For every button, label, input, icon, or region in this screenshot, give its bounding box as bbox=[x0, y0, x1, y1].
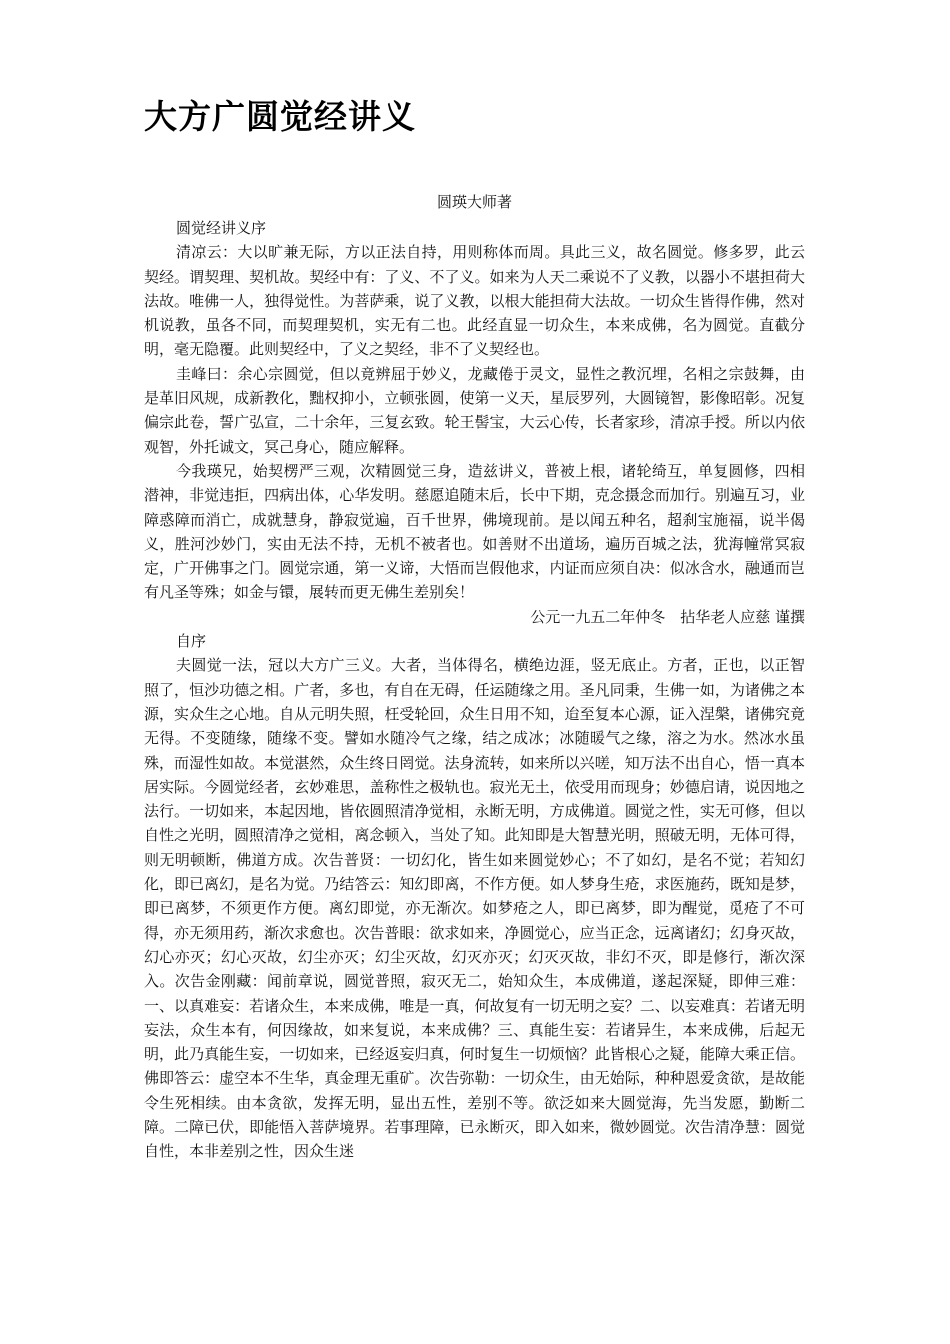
self-preface-paragraph: 夫圆觉一法，冠以大方广三义。大者，当体得名，横绝边涯，竖无底止。方者，正也，以正智照了，恒沙功德之相。广者，多也，有自在无碍，任运随缘之用。圣凡同秉，生佛一如，为诸佛之本源，实众生之心地。自从元明失照，枉受轮回，众生日用不知，迨至复本心源，证入涅槃，诸佛究竟无得。不变随缘，随缘不变。譬如水随冷气之缘，结之成冰；冰随暖气之缘，溶之为水。然冰水虽殊，而湿性如故。本觉湛然，众生终日罔觉。法身流转，如来所以兴嗟，知万法不出自心，悟一真本居实际。今圆觉经者，玄妙难思，盖称性之极轨也。寂光无土，依受用而现身；妙德启请，说因地之法行。一切如来，本起因地，皆依圆照清净觉相，永断无明，方成佛道。圆觉之性，实无可修，但以自性之光明，圆照清净之觉相，离念顿入，当处了知。此知即是大智慧光明，照破无明，无体可得，则无明顿断，佛道方成。次告普贤：一切幻化，皆生如来圆觉妙心；不了如幻，是名不觉；若知幻化，即已离幻，是名为觉。乃结答云：知幻即离，不作方便。如人梦身生疮，求医施药，既知是梦，即已离梦，不须更作方便。离幻即觉，亦无渐次。如梦疮之人，即已离梦，即为醒觉，觅疮了不可得，亦无须用药，渐次求愈也。次告普眼：欲求如来，净圆觉心，应当正念，远离诸幻；幻身灭故，幻心亦灭；幻心灭故，幻尘亦灭；幻尘灭故，幻灭亦灭；幻灭灭故，非幻不灭，即是修行，渐次深入。次告金刚藏：闻前章说，圆觉普照，寂灭无二，始知众生，本成佛道，遂起深疑，即伸三难：一、以真难妄：若诸众生，本来成佛，唯是一真，何故复有一切无明之妄？二、以妄难真：若诸无明妄法，众生本有，何因缘故，如来复说，本来成佛？三、真能生妄：若诸异生，本来成佛，后起无明，此乃真能生妄，一切如来，已经返妄归真，何时复生一切烦恼？此皆根心之疑，能障大乘正信。佛即答云：虚空本不生华，真金理无重矿。次告弥勒：一切众生，由无始际，种种恩爱贪欲，是故能令生死相续。由本贪欲，发挥无明，显出五性，差别不等。欲泛如来大圆觉海，先当发愿，勤断二障。二障已伏，即能悟入菩萨境界。若事理障，已永断灭，即入如来，微妙圆觉。次告清净慧：圆觉自性，本非差别之性，因众生迷 bbox=[144, 656, 805, 1161]
preface-heading: 圆觉经讲义序 bbox=[176, 219, 267, 237]
preface-signature: 公元一九五二年仲冬 拈华老人应慈 谨撰 bbox=[530, 607, 805, 626]
preface-paragraph-2: 圭峰曰：余心宗圆觉，但以竟辨屈于妙义，龙藏倦于灵文，显性之教沉埋，名相之宗鼓舞，由是革旧风规，成新教化，黜权抑小，立顿张圆，使第一义天，星辰罗列，大圆镜智，影像昭彰。况复偏宗此卷，誓广弘宣，二十余年，三复玄致。轮王髻宝，大云心传，长者家珍，清凉手授。所以内依观智，外托诚文，冥己身心，随应解释。 bbox=[144, 364, 805, 456]
author-line: 圆瑛大师著 bbox=[436, 193, 512, 211]
document-title: 大方广圆觉经讲义 bbox=[144, 97, 416, 136]
self-preface-heading: 自序 bbox=[176, 632, 207, 651]
document-body bbox=[144, 216, 805, 1164]
preface-paragraph-3: 今我瑛兄，始契楞严三观，次精圆觉三身，造兹讲义，普被上根，诸轮绮互，单复圆修，四相潜神，非觉违拒，四病出体，心华发明。慈愿追随末后，长中下期，克念摄念而加行。别遍互习，业障惑障而消亡，成就慧身，静寂觉遍，百千世界，佛境现前。是以闻五种名，超刹宝施福，说半偈义，胜河沙妙门，实由无法不持，无机不被者也。如善财不出道场，遍历百城之法，犹海幢常冥寂定，广开佛事之门。圆觉宗通，第一义谛，大悟而岂假他求，内证而应须自决：似冰含水，融通而岂有凡圣等殊；如金与镮，展转而更无佛生差别矣！ bbox=[144, 461, 805, 602]
preface-paragraph-1: 清凉云：大以旷兼无际，方以正法自持，用则称体而周。具此三义，故名圆觉。修多罗，此云契经。谓契理、契机故。契经中有：了义、不了义。如来为人天二乘说不了义教，以器小不堪担荷大法故。唯佛一人，独得觉性。为菩萨乘，说了义教，以根大能担荷大法故。一切众生皆得作佛，然对机说教，虽各不同，而契理契机，实无有二也。此经直显一切众生，本来成佛，名为圆觉。直截分明，毫无隐覆。此则契经中，了义之契经，非不了义契经也。 bbox=[144, 243, 805, 359]
